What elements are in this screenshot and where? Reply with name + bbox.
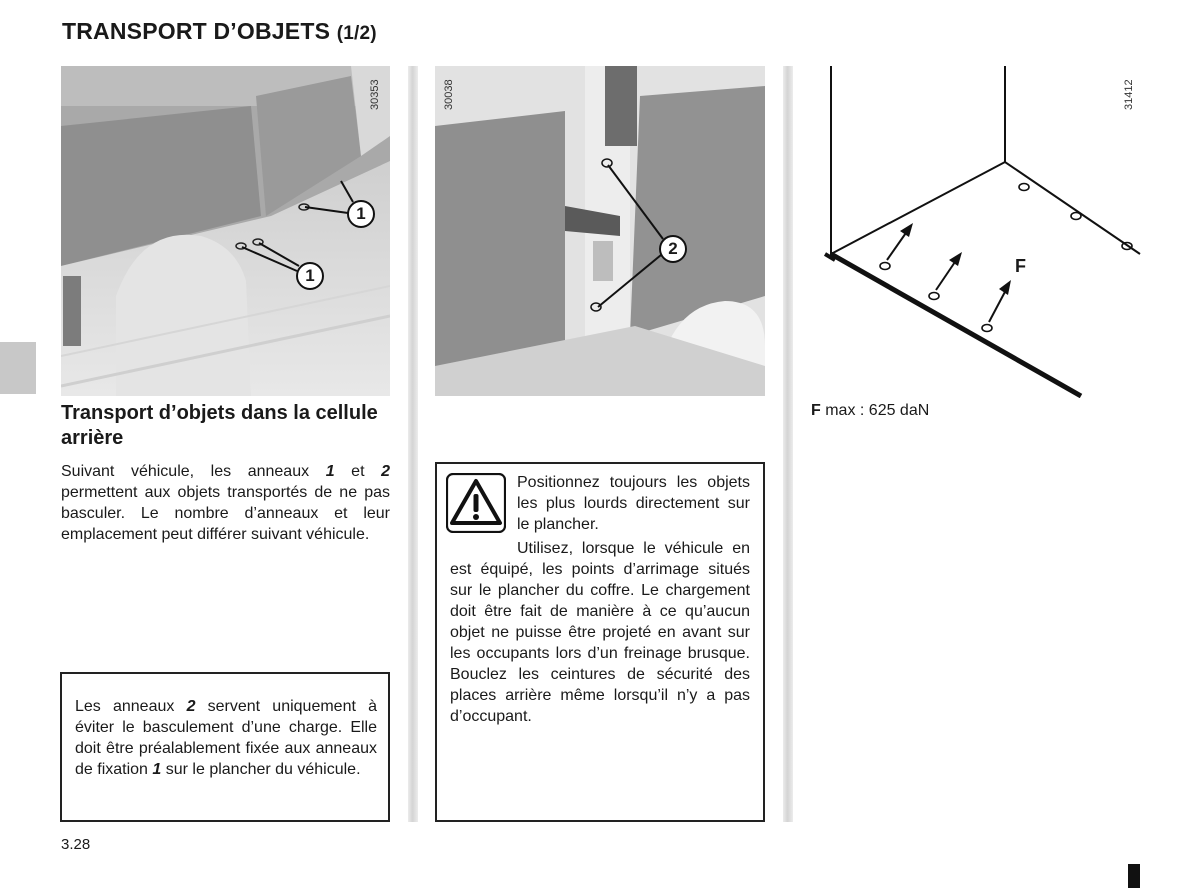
force-caption [811, 402, 929, 420]
figure-right-code: 31412 [1123, 79, 1135, 110]
section-paragraph [61, 461, 390, 545]
callout-1-lower: 1 [296, 262, 324, 290]
force-label-f: F [1015, 256, 1026, 276]
paragraph-ref-2: 2 [381, 463, 391, 480]
warning-text-intro: Positionnez toujours les objets les plus lourds directement sur le plancher. [517, 474, 750, 533]
note-text-3: sur le plancher du véhicule. [161, 761, 361, 778]
callout-1-upper: 1 [347, 200, 375, 228]
page-number: 3.28 [61, 836, 91, 853]
figure-right-diagram [795, 66, 1145, 398]
page-title [62, 18, 377, 45]
note-ref-2: 2 [186, 698, 196, 715]
section-heading: Transport d’objets dans la cellule arrière [61, 402, 378, 449]
note-ref-1: 1 [152, 761, 162, 778]
note-text-1: Les anneaux [75, 698, 187, 715]
page-title-suffix: (1/2) [336, 23, 377, 44]
figure-left-photo [61, 66, 390, 396]
warning-text-body: Utilisez, lorsque le véhicule en est équipé, les points d’arrimage situés sur le plancher du coffre. Le chargement doit être fait de manière à ce qu’aucun objet ne puisse être projeté en avant sur les occupants lors d’un freinage brusque. Bouclez les ceintures de sécurité des places arrière même lorsqu’il n’y a pas d’occupant. [450, 540, 750, 725]
paragraph-ref-1: 1 [325, 463, 335, 480]
note-text [75, 696, 377, 780]
caption-label: F [811, 402, 821, 419]
page-edge-marker [1128, 864, 1140, 888]
page-title-text: TRANSPORT D’OBJETS [62, 18, 331, 44]
figure-left-code: 30353 [369, 79, 381, 110]
paragraph-text-2: et [334, 463, 382, 480]
figure-middle-code: 30038 [443, 79, 455, 110]
figure-middle-photo [435, 66, 765, 396]
paragraph-text-3: permettent aux objets transportés de ne pas basculer. Le nombre d’anneaux et leur emplacement peut différer suivant véhicule. [61, 484, 390, 543]
callout-2: 2 [659, 235, 687, 263]
chapter-tab [0, 342, 36, 394]
warning-triangle-icon [446, 473, 506, 533]
caption-text: max : 625 daN [820, 402, 930, 419]
note-box [60, 672, 390, 822]
column-separator-left [408, 66, 418, 822]
paragraph-text-1: Suivant véhicule, les anneaux [61, 463, 326, 480]
note-text-2: servent uniquement à éviter le basculement d’une charge. Elle doit être préalablement fixée aux anneaux de fixation [75, 698, 378, 778]
column-separator-right [783, 66, 793, 822]
